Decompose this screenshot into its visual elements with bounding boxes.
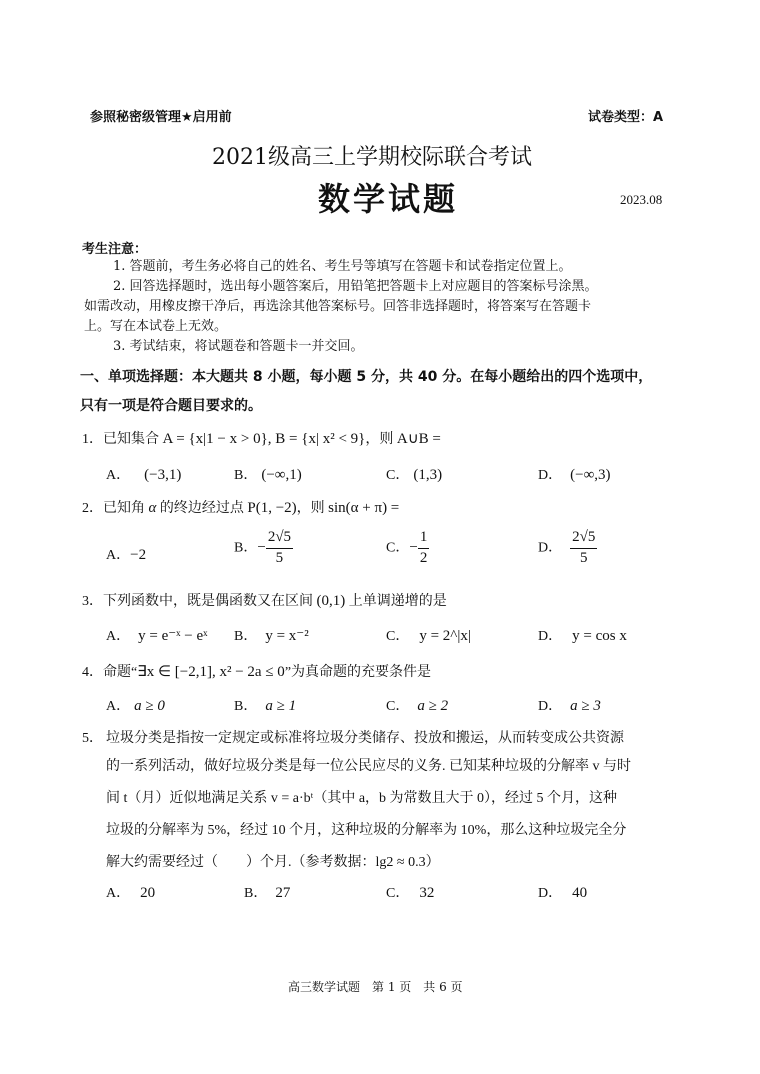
- math-expression: A = {x|1 − x > 0}, B = {x| x² < 9}: [162, 431, 366, 447]
- question-stem: ，则: [365, 432, 394, 447]
- q1-option-a: [106, 464, 181, 484]
- question-5-line-3: 间 t（月）近似地满足关系 v = a·bᵗ（其中 a，b 为常数且大于 0），经过 5 个月，这种: [106, 791, 618, 806]
- question-5-line-2: 的一系列活动，做好垃圾分类是每一位公民应尽的义务. 已知某种垃圾的分解率 v 与时: [106, 759, 631, 774]
- q3-option-b: [234, 625, 309, 645]
- option-value: (−∞,3): [570, 467, 611, 483]
- question-stem: 的终边经过点: [159, 501, 244, 516]
- section-heading-line-2: 只有一项是符合题目要求的。: [80, 398, 262, 414]
- option-label: D．: [538, 629, 563, 644]
- option-value: 32: [419, 885, 435, 901]
- math-expression: P(1, −2): [247, 500, 297, 516]
- option-value: 27: [275, 885, 291, 901]
- question-5-line-4: 垃圾的分解率为 5%，经过 10 个月，这种垃圾的分解率为 10%，那么这种垃圾完全分: [106, 823, 627, 838]
- q4-option-a: [106, 695, 165, 715]
- option-label: A．: [106, 548, 131, 563]
- option-value: a ≥ 2: [417, 698, 449, 714]
- question-1: [82, 428, 441, 448]
- question-5-line-5: 解大约需要经过（ ）个月.（参考数据：lg2 ≈ 0.3）: [106, 855, 440, 870]
- option-label: B．: [234, 540, 258, 556]
- section-heading-line-1: 一、单项选择题：本大题共 8 小题，每小题 5 分，共 40 分。在每小题给出的四个选项中，: [80, 369, 653, 385]
- fraction-numerator: 1: [418, 530, 430, 549]
- fraction-numerator: 2√5: [570, 530, 597, 549]
- question-stem: 命题“: [103, 665, 138, 680]
- question-5-line-1: 垃圾分类是指按一定规定或标准将垃圾分类储存、投放和搬运，从而转变成公共资源: [106, 731, 624, 746]
- q4-option-c: [386, 695, 448, 715]
- option-value: y = cos x: [572, 628, 627, 644]
- option-value: y = x⁻²: [265, 628, 309, 644]
- option-label: B．: [234, 468, 258, 483]
- question-stem: ”为真命题的充要条件是: [284, 665, 432, 680]
- q2-option-a: [106, 544, 146, 564]
- option-value: (1,3): [413, 467, 443, 483]
- option-label: A．: [106, 886, 131, 901]
- fraction-numerator: 2√5: [266, 530, 293, 549]
- q1-option-c: [386, 464, 442, 484]
- option-label: D．: [538, 699, 563, 714]
- math-expression: ∃x ∈ [−2,1], x² − 2a ≤ 0: [137, 664, 285, 680]
- option-label: B．: [244, 886, 268, 901]
- option-label: A．: [106, 468, 131, 483]
- q2-option-c: [386, 530, 429, 567]
- option-label: C．: [386, 468, 410, 483]
- option-value: 40: [572, 885, 588, 901]
- question-number: 3．: [82, 594, 103, 609]
- option-label: B．: [234, 699, 258, 714]
- option-label: C．: [386, 699, 410, 714]
- question-3: [82, 590, 447, 610]
- minus-sign: −: [409, 539, 418, 556]
- question-stem: ，则: [296, 501, 325, 516]
- q5-option-a: [106, 882, 155, 902]
- question-stem: 已知集合: [103, 432, 159, 447]
- option-value: y = 2^|x|: [419, 628, 471, 644]
- question-stem: 上单调递增的是: [348, 594, 447, 609]
- option-value: (−3,1): [144, 467, 182, 483]
- q5-option-d: [538, 882, 587, 902]
- q1-option-b: [234, 464, 302, 484]
- option-label: C．: [386, 629, 410, 644]
- paper-type-label: 试卷类型：A: [588, 110, 664, 125]
- exam-title: 2021级高三上学期校际联合考试: [212, 145, 532, 170]
- option-label: D．: [538, 540, 563, 556]
- q3-option-a: [106, 625, 207, 645]
- subject-title: 数学试题: [318, 180, 459, 218]
- question-stem: 下列函数中，既是偶函数又在区间: [103, 594, 313, 609]
- exam-date: 2023.08: [620, 192, 663, 207]
- secrecy-label: 参照秘密级管理★启用前: [90, 110, 232, 125]
- option-label: D．: [538, 886, 563, 901]
- q2-option-d: [538, 530, 597, 567]
- q4-option-d: [538, 695, 601, 715]
- q1-option-d: [538, 464, 611, 484]
- option-value: 20: [140, 885, 156, 901]
- option-value: a ≥ 0: [134, 698, 165, 714]
- math-expression: A∪B =: [396, 431, 441, 447]
- q3-option-c: [386, 625, 471, 645]
- option-label: A．: [106, 629, 131, 644]
- question-4: [82, 661, 431, 681]
- page-footer: 高三数学试题 第 1 页 共 6 页: [288, 980, 463, 994]
- notice-item-1: 1. 答题前，考生务必将自己的姓名、考生号等填写在答题卡和试卷指定位置上。: [113, 259, 572, 274]
- option-value: a ≥ 3: [570, 698, 601, 714]
- q2-option-b: [234, 530, 293, 567]
- notice-item-2-line-2: 如需改动，用橡皮擦干净后，再选涂其他答案标号。回答非选择题时，将答案写在答题卡: [84, 299, 592, 314]
- question-number: 5．: [82, 731, 103, 746]
- option-value: y = e⁻ˣ − eˣ: [138, 628, 208, 644]
- notice-item-3: 3. 考试结束，将试题卷和答题卡一并交回。: [113, 339, 364, 354]
- question-number: 2．: [82, 501, 103, 516]
- option-label: C．: [386, 886, 410, 901]
- option-value: −2: [130, 547, 147, 563]
- notice-item-2-line-3: 上。写在本试卷上无效。: [84, 319, 228, 334]
- math-symbol: α: [148, 500, 157, 516]
- option-label: C．: [386, 540, 410, 556]
- notice-heading: 考生注意：: [82, 242, 148, 257]
- option-label: D．: [538, 468, 563, 483]
- question-stem: 已知角: [103, 501, 145, 516]
- question-number: 4．: [82, 665, 103, 680]
- q5-option-b: [244, 882, 290, 902]
- fraction-denominator: 2: [419, 549, 428, 566]
- notice-item-2-line-1: 2. 回答选择题时，选出每小题答案后，用铅笔把答题卡上对应题目的答案标号涂黑。: [113, 279, 598, 294]
- math-expression: (0,1): [316, 593, 346, 609]
- question-2: [82, 497, 399, 517]
- question-number: 1．: [82, 432, 103, 447]
- fraction-denominator: 5: [275, 549, 284, 566]
- math-expression: sin(α + π) =: [328, 500, 400, 516]
- option-value: (−∞,1): [261, 467, 302, 483]
- option-label: A．: [106, 699, 131, 714]
- q4-option-b: [234, 695, 296, 715]
- option-value: a ≥ 1: [265, 698, 297, 714]
- option-label: B．: [234, 629, 258, 644]
- minus-sign: −: [257, 539, 266, 556]
- fraction-denominator: 5: [579, 549, 588, 566]
- q5-option-c: [386, 882, 434, 902]
- q3-option-d: [538, 625, 627, 645]
